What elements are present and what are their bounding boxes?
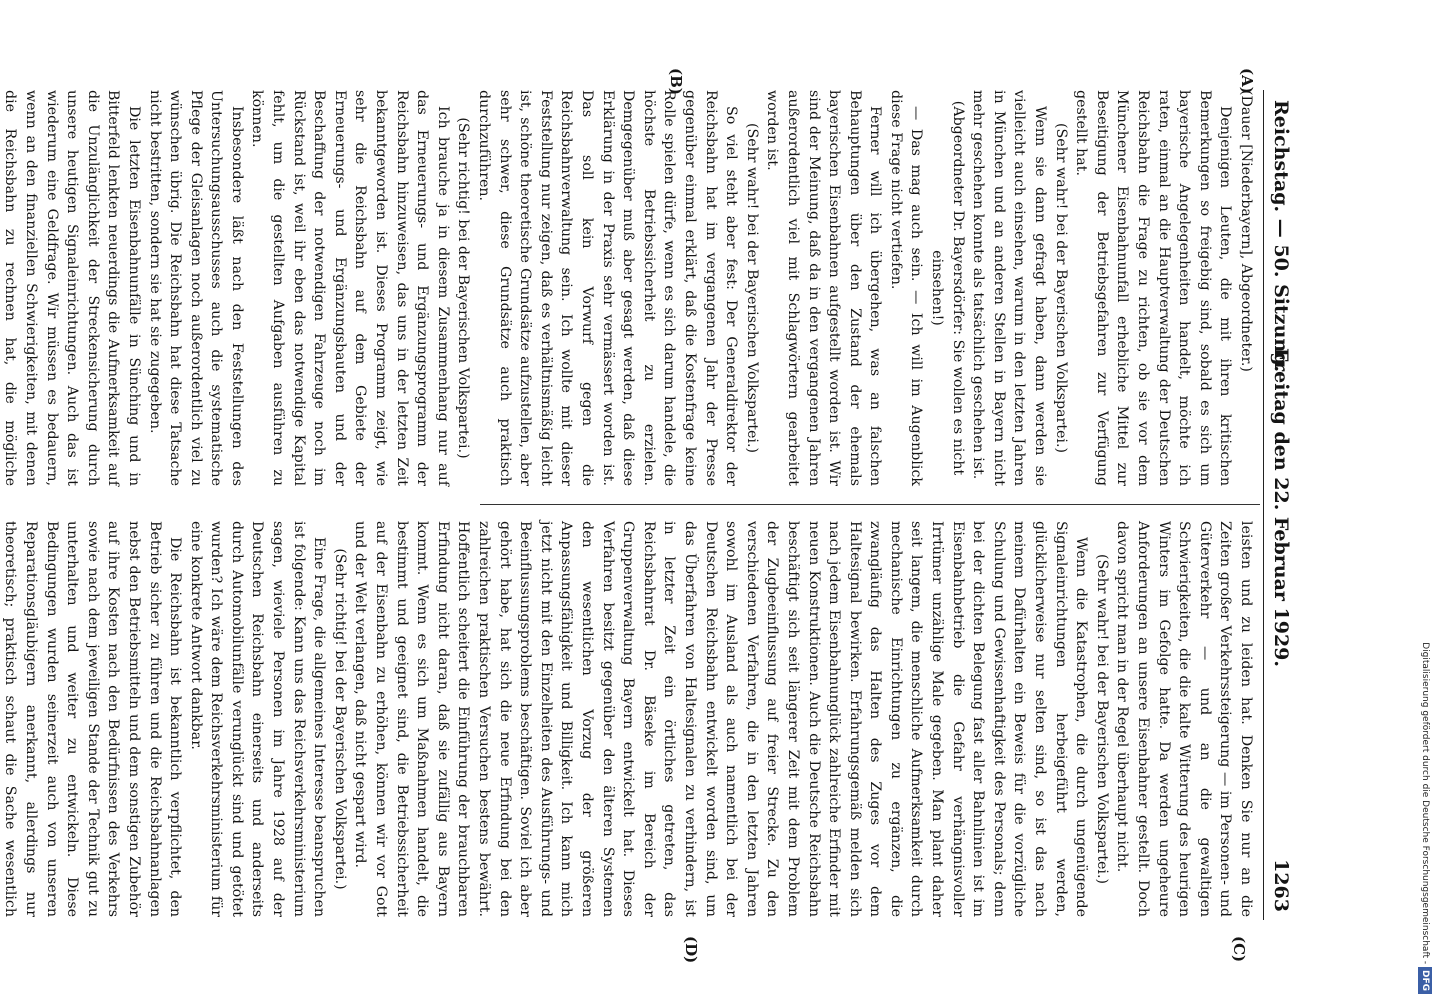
header-session: Reichstag. — 50. Sitzung. bbox=[1270, 100, 1292, 373]
paragraph: Wenn sie dann gefragt haben, dann werden sie vielleicht auch einsehen, warum in den letzten Jahren in München und an anderen Stellen in Bayern nicht mehr geschehen konnte als tatsächlich geschehen ist. bbox=[970, 90, 1049, 486]
paragraph: So viel steht aber fest: Der Generaldirektor der Reichsbahn hat im vergangenen Jahr der Presse gegenüber einmal erklärt, daß die Kostenfrage keine Rolle spielen dürfe, wenn es sich darum handele, die höchste Betriebssicherheit zu erzielen. Demgegenüber muß aber gesagt werden, daß diese Erklärung in der Praxis sehr vermässert worden ist. Das soll kein Vorwurf gegen die Reichsbahnverwaltung sein. Ich wollte mit dieser Feststellung nur zeigen, daß es verhältnismäßig leicht ist, schöne theoretische Grundsätze aufzustellen, aber sehr schwer, diese Grundsätze auch praktisch durchzuführen. bbox=[476, 90, 740, 486]
paragraph: (Sehr wahr! bei der Bayerischen Volkspartei.) bbox=[743, 122, 760, 454]
header-rule bbox=[1263, 90, 1264, 920]
dfg-credit bbox=[1418, 6, 1432, 994]
right-column bbox=[2, 521, 1256, 917]
margin-marker-a: (A) bbox=[1238, 68, 1256, 94]
page-number: 1263 bbox=[1270, 859, 1292, 912]
column-divider bbox=[480, 504, 1260, 505]
rotated-document-page bbox=[2, 68, 1300, 964]
margin-marker-c: (C) bbox=[1230, 936, 1248, 963]
paragraph: (Sehr wahr! bei der Bayerischen Volkspartei.) bbox=[1052, 122, 1069, 454]
paragraph: (Sehr wahr! bei der Bayerischen Volkspartei.) bbox=[1093, 553, 1110, 885]
left-column bbox=[2, 90, 1256, 486]
paragraph: (Sehr richtig! bei der Bayerischen Volkspartei.) bbox=[331, 548, 348, 890]
dfg-logo: DFG bbox=[1418, 967, 1432, 994]
dfg-credit-text: Digitalisierung gefördert durch die Deutsche Forschungsgemeinschaft - bbox=[1420, 642, 1430, 965]
paragraph: Ich brauche ja in diesem Zusammenhang nur auf das Erneuerungs- und Ergänzungsprogramm der Reichsbahn hinzuweisen, das uns in der letzten Zeit bekanntgeworden ist. Dieses Programm zeigt, wie sehr die Reichsbahn auf dem Gebiete der Erneuerungs- und Ergänzungsbauten und der Beschaffung der notwendigen Fahrzeuge noch im Rückstand ist, weil ihr eben das notwendige Kapital fehlt, um die gestellten Aufgaben ausführen zu können. bbox=[249, 90, 451, 486]
paragraph: Insbesondere läßt nach den Feststellungen des Untersuchungsausschusses auch die systematische Pflege der Gleisanlagen noch außerordentlich viel zu wünschen übrig. Die Reichsbahn hat diese Tatsache nicht bestritten, sondern sie hat sie zugegeben. bbox=[146, 90, 245, 486]
paragraph: — Das mag auch sein. — Ich will im Augenblick diese Frage nicht vertiefen. bbox=[887, 90, 925, 486]
dfg-sidebar bbox=[1418, 6, 1432, 994]
paragraph: Die Reichsbahn ist bekanntlich verpflichtet, den Betrieb sicher zu führen und die Reichsbahnanlagen nebst den Betriebsmitteln und dem sonstigen Zubehör auf ihre Kosten nach den Bedürfnissen des Verkehrs sowie nach dem jeweiligen Stande der Technik gut zu unterhalten und weiter zu entwickeln. Diese Bedingungen wurden seinerzeit auch von unseren Reparationsgläubigern anerkannt, allerdings nur theoretisch; praktisch schaut die Sache wesentlich bbox=[2, 521, 184, 917]
page-header bbox=[1260, 90, 1300, 920]
paragraph: leisten und zu leiden hat. Denken Sie nur an die Zeiten großer Verkehrssteigerung — im Personen- und Güterverkehr — und an die gewaltigen Schwierigkeiten, die die kalte Witterung des heurigen Winters im Gefolge hatte. Da werden ungeheure Anforderungen an unsere Eisenbahner gestellt. Doch davon spricht man in der Regel überhaupt nicht. bbox=[1114, 521, 1254, 917]
margin-marker-d: (D) bbox=[682, 936, 700, 964]
paragraph: (Dauer [Niederbayern], Abgeordneter.) bbox=[1238, 90, 1254, 372]
paragraph: (Abgeordneter Dr. Bayersdörfer: Sie wollen es nicht einsehen!) bbox=[929, 100, 966, 476]
paragraph: Eine Frage, die allgemeines Interesse beanspruchen ist folgende: Kann uns das Reichsverkehrsministerium sagen, wieviele Personen im Jahre 1928 auf der Deutschen Reichsbahn einerseits und anderseits durch Automobilunfälle verunglückt sind und getötet wurden? Ich wäre dem Reichsverkehrsministerium für eine konkrete Antwort dankbar. bbox=[187, 521, 328, 917]
paragraph: Die letzten Eisenbahnunfälle in Sünching und in Bitterfeld lenkten neuerdings die Aufmerksamkeit auf die Unzulänglichkeit der Streckensicherung durch unsere heutigen Signaleinrichtungen. Auch das ist wiederum eine Geldfrage. Wir müssen es bedauern, wenn an den finanziellen Schwierigkeiten, mit denen die Reichsbahn zu rechnen hat, die mögliche bbox=[2, 90, 142, 486]
paragraph: Wenn die Katastrophen, die durch ungenügende Signaleinrichtungen herbeigeführt werden, glücklicherweise nur selten sind, so ist das nach meinem Dafürhalten ein Beweis für die vorzügliche Schulung und Gewissenhaftigkeit des Personals; denn bei der dichten Belegung fast aller Bahnlinien ist im Eisenbahnbetrieb die Gefahr verhängnisvoller Irrtümer unzählige Male gegeben. Man plant daher seit langem, die menschliche Aufmerksamkeit durch mechanische Einrichtungen zu ergänzen, die zwangläufig das Halten des Zuges vor dem Haltesignal bewirken. Erfahrungsgemäß melden sich nach jedem Eisenbahnunglück zahlreiche Erfinder mit neuen Konstruktionen. Auch die Deutsche Reichsbahn beschäftigt sich seit längerer Zeit mit dem Problem der Zugbeeinflussung auf freier Strecke. Zu den verschiedenen Verfahren, die in den letzten Jahren sowohl im Ausland als auch namentlich bei der Deutschen Reichsbahn entwickelt worden sind, um das Überfahren von Haltesignalen zu verhindern, ist in letzter Zeit ein örtliches getreten, das Reichsbahnrat Dr. Bäseke im Bereich der Gruppenverwaltung Bayern entwickelt hat. Dieses Verfahren besitzt gegenüber den älteren Systemen den wesentlichen Vorzug der größeren Anpassungsfähigkeit und Billigkeit. Ich kann mich jetzt nicht mit den Einzelheiten des Ausführungs- und Beeinflussungsproblems beschäftigen. Soviel ich aber gehört habe, hat sich die neue Erfindung bei den zahlreichen praktischen Versuchen bestens bewährt. Hoffentlich scheitert die Einführung der brauchbaren Erfindung nicht daran, daß sie zufällig aus Bayern kommt. Wenn es sich um Maßnahmen handelt, die bestimmt und geeignet sind, die Betriebssicherheit auf der Eisenbahn zu erhöhen, können wir vor Gott und der Welt verlangen, daß nicht gespart wird. bbox=[352, 521, 1090, 917]
paragraph: Ferner will ich übergehen, was an falschen Behauptungen über den Zustand der ehemals bayerischen Eisenbahnen aufgestellt worden ist. Wir sind der Meinung, daß da in den vergangenen Jahren außerordentlich viel mit Schlagwörtern gearbeitet worden ist. bbox=[764, 90, 884, 486]
header-date: Freitag den 22. Februar 1929. bbox=[1270, 348, 1292, 668]
margin-marker-b: (B) bbox=[667, 68, 685, 95]
paragraph: (Sehr richtig! bei der Bayerischen Volkspartei.) bbox=[455, 117, 472, 459]
paragraph: Denjenigen Leuten, die mit ihren kritischen Bemerkungen so freigebig sind, sobald es sich um bayerische Angelegenheiten handelt, möchte ich raten, einmal an die Hauptverwaltung der Deutschen Reichsbahn die Frage zu richten, ob sie vor dem Münchener Eisenbahnunfall erhebliche Mittel zur Beseitigung der Betriebsgefahren zur Verfügung gestellt hat. bbox=[1073, 90, 1234, 486]
